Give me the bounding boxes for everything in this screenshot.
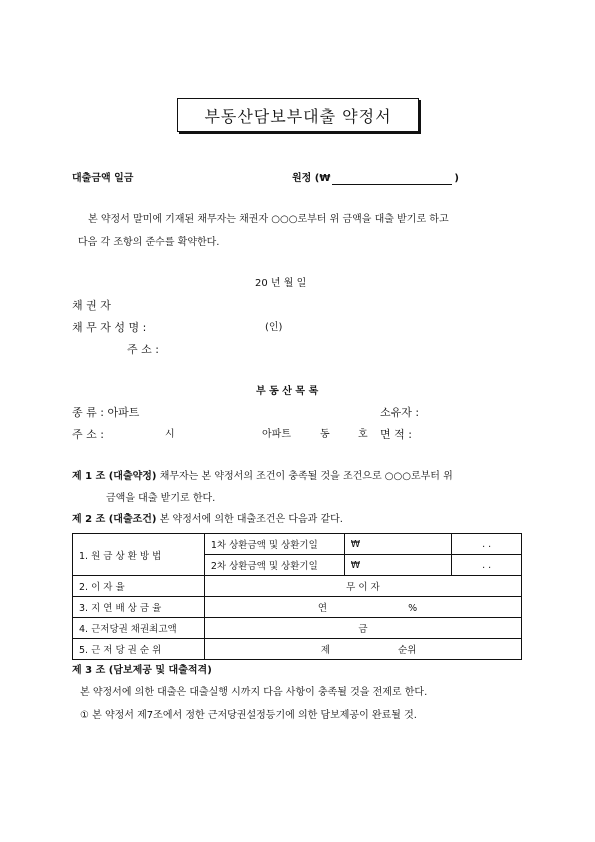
property-city: 시 xyxy=(165,429,175,440)
article-2-heading: 제 2 조 (대출조건) xyxy=(72,514,157,525)
property-owner-label: 소유자 : xyxy=(380,406,420,419)
repayment-2-won: ₩ xyxy=(344,555,452,576)
won-label: 원정 (₩ xyxy=(292,173,331,184)
article-2 xyxy=(72,513,343,526)
late-penalty-value xyxy=(204,597,521,618)
late-penalty-year: 연 xyxy=(317,603,328,614)
table-row xyxy=(73,639,522,660)
table-row xyxy=(73,597,522,618)
repayment-2-date: . . xyxy=(452,555,522,576)
amount-blank xyxy=(332,174,452,185)
repayment-1-won: ₩ xyxy=(344,534,452,555)
article-1-text-2: 금액을 대출 받기로 한다. xyxy=(106,493,216,504)
mortgage-rank-label: 5. 근 저 당 권 순 위 xyxy=(73,639,205,660)
intro-line-1: 본 약정서 말미에 기재된 채무자는 채권자 ○○○로부터 위 금액을 대출 받기로 하고 xyxy=(88,214,449,225)
mortgage-rank-suffix: 순위 xyxy=(398,645,417,656)
property-apt: 아파트 xyxy=(262,429,291,440)
article-2-text: 본 약정서에 의한 대출조건은 다음과 같다. xyxy=(156,514,343,525)
creditor-label: 채 권 자 xyxy=(72,299,111,312)
document-title: 부동산담보부대출 약정서 xyxy=(177,98,419,132)
table-row xyxy=(73,534,522,555)
loan-amount-label: 대출금액 일금 xyxy=(72,173,134,184)
max-amount-label: 4. 근저당권 채권최고액 xyxy=(73,618,205,639)
article-3-text: 본 약정서에 의한 대출은 대출실행 시까지 다음 사항이 충족될 것을 전제로 한다. xyxy=(80,687,428,698)
mortgage-rank-value xyxy=(204,639,521,660)
late-penalty-percent: % xyxy=(408,603,418,614)
table-row xyxy=(73,576,522,597)
article-3-heading: 제 3 조 (담보제공 및 대출적격) xyxy=(72,665,212,676)
property-dong: 동 xyxy=(320,429,330,440)
article-1-heading: 제 1 조 (대출약정) xyxy=(72,471,157,482)
won-close: ) xyxy=(454,173,459,184)
repayment-1-date: . . xyxy=(452,534,522,555)
property-heading: 부 동 산 목 록 xyxy=(256,386,319,397)
intro-line-2: 다음 각 조항의 준수를 확약한다. xyxy=(78,237,220,248)
table-row xyxy=(73,618,522,639)
debtor-address-label: 주 소 : xyxy=(127,343,159,356)
interest-rate-value: 무 이 자 xyxy=(204,576,521,597)
article-1 xyxy=(72,470,453,483)
debtor-name-label: 채 무 자 성 명 : xyxy=(72,321,147,334)
loan-amount-won-line xyxy=(292,172,459,185)
late-penalty-label: 3. 지 연 배 상 금 율 xyxy=(73,597,205,618)
date-line: 20 년 월 일 xyxy=(255,278,307,289)
article-1-text: 채무자는 본 약정서의 조건이 충족될 것을 조건으로 ○○○로부터 위 xyxy=(156,471,453,482)
interest-rate-label: 2. 이 자 율 xyxy=(73,576,205,597)
repayment-method-label: 1. 원 금 상 환 방 법 xyxy=(73,534,205,576)
loan-conditions-table xyxy=(72,533,522,660)
article-3-item-1: ① 본 약정서 제7조에서 정한 근저당권설정등기에 의한 담보제공이 완료될 것. xyxy=(80,710,417,721)
mortgage-rank-prefix: 제 xyxy=(320,645,331,656)
max-amount-value: 금 xyxy=(204,618,521,639)
property-ho: 호 xyxy=(358,429,368,440)
seal-mark: (인) xyxy=(265,322,283,333)
property-area-label: 면 적 : xyxy=(380,428,412,441)
repayment-1-sub: 1차 상환금액 및 상환기일 xyxy=(204,534,344,555)
repayment-2-sub: 2차 상환금액 및 상환기일 xyxy=(204,555,344,576)
property-address-label: 주 소 : xyxy=(72,428,104,441)
property-type: 종 류 : 아파트 xyxy=(72,406,140,419)
